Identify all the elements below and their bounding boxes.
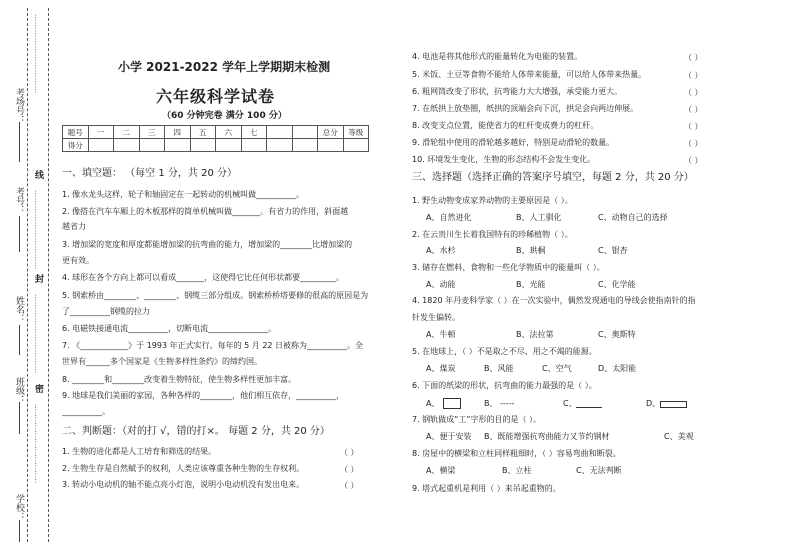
margin-dots-3: ………………………… (33, 294, 41, 374)
fill-line: 更有效。 (62, 256, 94, 265)
margin-dots-2: ………………………… (33, 190, 41, 270)
fill-line: 9. 地球是我们美丽的家园，各种各样的________，他们相互依存，__________， (62, 391, 345, 400)
judge-item: 6. 粗网筒改变了形状，抗弯能力大大增强，承受能力更大。 (412, 87, 623, 96)
choice-option[interactable]: B、光能 (516, 280, 546, 289)
choice-question: 3. 储存在燃料、食物和一些化学物质中的能量叫（ ）。 (412, 263, 605, 272)
judge-item: 10. 环境发生变化，生物的形态结构不会发生变化。 (412, 155, 596, 164)
choice-option[interactable]: D、 (646, 399, 661, 408)
choice-option[interactable]: A、 (426, 399, 440, 408)
judge-item: 5. 米饭、土豆等食物不能给人体带来能量，可以给人体带来热量。 (412, 70, 647, 79)
fill-line: 了__________钢缆的拉力 (62, 307, 150, 316)
choice-option[interactable]: B、风能 (484, 364, 514, 373)
score-cell: 六 (216, 126, 242, 139)
score-cell: 题号 (63, 126, 89, 139)
score-cell: 三 (139, 126, 165, 139)
margin-underline-class (19, 402, 20, 434)
fill-line: 5. 钢索桥由________、________、钢缆三部分组成。钢索桥桥塔要修的很高的原因是为 (62, 291, 369, 300)
exam-note: （60 分钟完卷 满分 100 分） (162, 111, 287, 121)
margin-dots-1: ………………………… (33, 14, 41, 94)
margin-label-exam-room: 考场号： (14, 88, 24, 124)
section-choice-heading: 三、选择题（选择正确的答案序号填空，每题 2 分，共 20 分） (412, 172, 694, 183)
score-input-cell[interactable] (114, 139, 140, 152)
fill-line: __________。 (62, 407, 110, 416)
choice-question: 4. 1820 年丹麦科学家（ ）在一次实验中，偶然发现通电的导线会使指南针的指 (412, 296, 696, 305)
choice-option[interactable]: C、 (563, 399, 577, 408)
margin-dashed-line-left (27, 8, 28, 542)
judge-item: 4. 电池是将其他形式的能量转化为电能的装置。 (412, 52, 583, 61)
judge-answer-paren[interactable]: （ ） (684, 71, 703, 80)
judge-item: 7. 在纸拱上放垫圈，纸拱的顶端会向下沉，拱足会向两边伸展。 (412, 104, 639, 113)
choice-question: 6. 下面的纸梁的形状，抗弯曲的能力最强的是（ ）。 (412, 381, 597, 390)
choice-option[interactable]: C、奥斯特 (598, 330, 636, 339)
score-cell: 七 (241, 126, 267, 139)
score-input-cell[interactable] (343, 139, 369, 152)
exam-title: 小学 2021-2022 学年上学期期末检测 (118, 60, 331, 74)
score-cell: 五 (190, 126, 216, 139)
margin-label-school: 学校： (14, 494, 24, 521)
fill-line: 6. 电磁铁接通电流__________，切断电流_______________。 (62, 324, 277, 333)
fill-line: 世界有______多个国家是《生物多样性条约》的缔约国。 (62, 357, 262, 366)
choice-option[interactable]: B、珙桐 (516, 246, 546, 255)
margin-underline-school (19, 520, 20, 542)
margin-label-exam-number: 考号： (14, 187, 24, 214)
choice-question: 7. 钢轨做成“工”字形的目的是（ ）。 (412, 415, 542, 424)
margin-underline-exam-room (19, 122, 20, 162)
score-input-cell[interactable] (267, 139, 293, 152)
score-cell: 四 (165, 126, 191, 139)
judge-answer-paren[interactable]: （ ） (340, 448, 359, 457)
choice-option[interactable]: B、法拉第 (516, 330, 554, 339)
choice-option[interactable]: B、既能增强抗弯曲能力又节约钢材 (484, 432, 610, 441)
margin-underline-exam-number (19, 216, 20, 252)
choice-option[interactable]: C、无法判断 (576, 466, 622, 475)
fill-line: 4. 球形在各个方向上都可以看成_______，这使得它比任何形状都要_________。 (62, 273, 345, 282)
score-cell: 等级 (343, 126, 369, 139)
judge-answer-paren[interactable]: （ ） (684, 88, 703, 97)
choice-option[interactable]: A、便于安装 (426, 432, 472, 441)
choice-option[interactable]: B、立柱 (502, 466, 532, 475)
section-judge-heading: 二、判断题：（对的打 √，错的打×。 每题 2 分，共 20 分） (62, 426, 330, 437)
score-cell: 一 (88, 126, 114, 139)
choice-option[interactable]: C、银杏 (598, 246, 628, 255)
beam-shape-a-icon (443, 398, 461, 409)
exam-subtitle: 六年级科学试卷 (156, 87, 276, 106)
score-input-cell[interactable] (88, 139, 114, 152)
beam-shape-d-icon (660, 401, 687, 408)
score-input-cell[interactable] (318, 139, 344, 152)
fill-line: 7. 《____________》于 1993 年正式实行。每年的 5 月 22 日被称为__________。全 (62, 341, 364, 350)
judge-item: 2. 生物生存是自然赋予的权利，人类应该尊重各种生物的生存权利。 (62, 464, 305, 473)
judge-answer-paren[interactable]: （ ） (684, 53, 703, 62)
section-fill-heading: 一、填空题： （每空 1 分，共 20 分） (62, 168, 237, 179)
choice-option[interactable]: D、太阳能 (598, 364, 637, 373)
score-input-cell[interactable] (241, 139, 267, 152)
judge-answer-paren[interactable]: （ ） (684, 156, 703, 165)
choice-question: 9. 塔式起重机是利用（ ）来吊起重物的。 (412, 484, 561, 493)
judge-item: 9. 滑轮组中使用的滑轮越多越好，特别是动滑轮的数量。 (412, 138, 615, 147)
score-input-cell[interactable] (165, 139, 191, 152)
fill-line: 1. 像水龙头这样，轮子和轴固定在一起转动的机械叫做__________。 (62, 190, 305, 199)
choice-option[interactable]: A、自然进化 (426, 213, 472, 222)
choice-option[interactable]: A、水杉 (426, 246, 456, 255)
judge-answer-paren[interactable]: （ ） (684, 122, 703, 131)
score-cell: 总分 (318, 126, 344, 139)
choice-question: 8. 房屋中的横梁和立柱同样粗细时，（ ）容易弯曲和断裂。 (412, 449, 621, 458)
score-input-cell[interactable] (292, 139, 318, 152)
choice-question: 1. 野生动物变成家养动物的主要原因是（ ）。 (412, 196, 573, 205)
score-cell: 得分 (63, 139, 89, 152)
beam-shape-c-icon (576, 407, 602, 408)
judge-item: 3. 转动小电动机的轴不能点亮小灯泡，说明小电动机没有发出电来。 (62, 480, 305, 489)
choice-option[interactable]: C、动物自己的选择 (598, 213, 668, 222)
score-input-cell[interactable] (190, 139, 216, 152)
score-cell (267, 126, 293, 139)
score-table (62, 125, 369, 152)
margin-dots-4: ………………………… (33, 404, 41, 484)
fill-line: 8. ________和________改变着生物特征，使生物多样性更加丰富。 (62, 375, 297, 384)
margin-mark-seal-secret: 密 (33, 384, 43, 393)
score-table-header-row (63, 126, 369, 139)
judge-answer-paren[interactable]: （ ） (684, 105, 703, 114)
judge-answer-paren[interactable]: （ ） (340, 481, 359, 490)
fill-line: 2. 像搭在汽车车厢上的木板那样的简单机械叫做_______。有省力的作用，斜面越 (62, 207, 349, 216)
choice-option[interactable]: A、动能 (426, 280, 456, 289)
score-input-cell[interactable] (139, 139, 165, 152)
margin-mark-seal-fence: 封 (33, 274, 43, 283)
judge-answer-paren[interactable]: （ ） (684, 139, 703, 148)
score-input-cell[interactable] (216, 139, 242, 152)
fill-line: 越省力 (62, 222, 86, 231)
score-cell: 二 (114, 126, 140, 139)
choice-option[interactable]: A、煤炭 (426, 364, 456, 373)
choice-question: 2. 在云贵川生长着我国特有的珍稀植物（ ）。 (412, 230, 573, 239)
judge-answer-paren[interactable]: （ ） (340, 465, 359, 474)
margin-underline-name (19, 325, 20, 355)
choice-option[interactable]: C、化学能 (598, 280, 636, 289)
fill-line: 3. 增加梁的宽度和厚度都能增加梁的抗弯曲的能力，增加梁的________比增加梁的 (62, 240, 353, 249)
margin-label-class: 班级： (14, 377, 24, 404)
margin-label-name: 姓名： (14, 296, 24, 323)
choice-option[interactable]: B、 ----- (484, 399, 515, 408)
margin-mark-seal-line: 线 (33, 170, 43, 179)
judge-item: 1. 生物的进化都是人工培育和筛选的结果。 (62, 447, 217, 456)
score-cell (292, 126, 318, 139)
margin-dashed-line-right (48, 8, 49, 542)
choice-option[interactable]: A、牛顿 (426, 330, 456, 339)
choice-question-cont: 针发生偏转。 (412, 313, 460, 322)
judge-item: 8. 改变支点位置，能使省力的杠杆变成费力的杠杆。 (412, 121, 599, 130)
choice-option[interactable]: C、美观 (664, 432, 694, 441)
choice-option[interactable]: C、空气 (542, 364, 572, 373)
choice-option[interactable]: A、横梁 (426, 466, 456, 475)
choice-option[interactable]: B、人工驯化 (516, 213, 562, 222)
score-table-score-row (63, 139, 369, 152)
choice-question: 5. 在地球上，（ ）不是取之不尽、用之不竭的能源。 (412, 347, 597, 356)
